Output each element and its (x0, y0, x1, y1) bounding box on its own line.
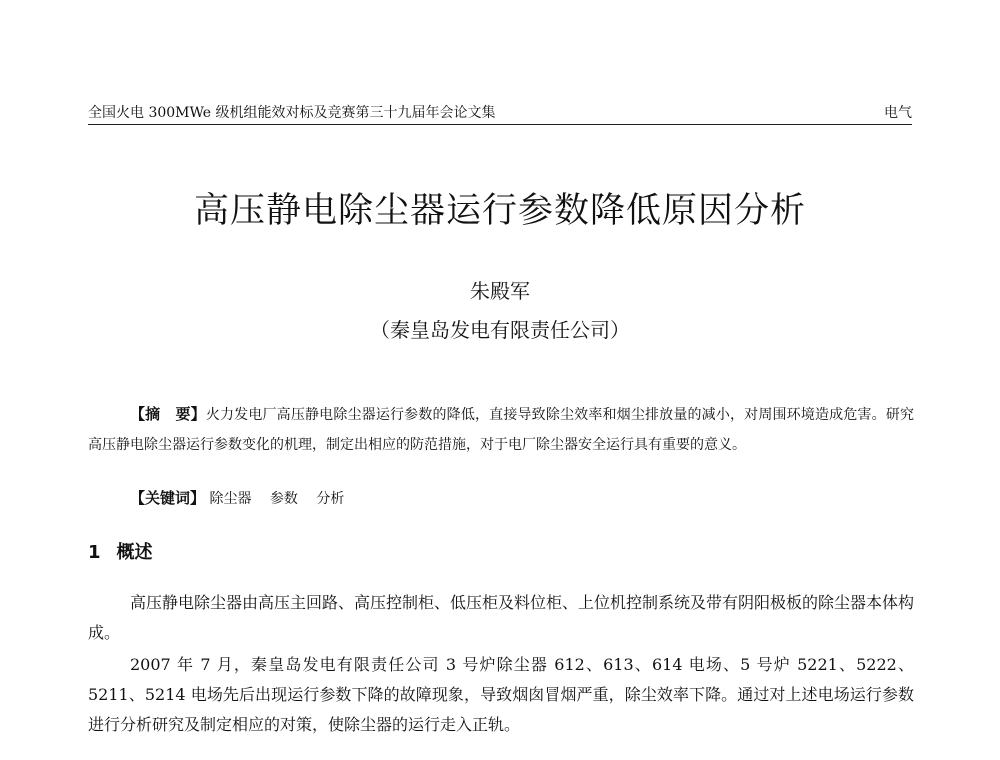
abstract (88, 399, 914, 460)
author-affiliation: （秦皇岛发电有限责任公司） (370, 318, 630, 342)
abstract-label: 【摘 要】 (130, 405, 206, 423)
paper-title: 高压静电除尘器运行参数降低原因分析 (193, 191, 806, 231)
header-section-name: 电气 (884, 105, 912, 121)
keywords (130, 483, 910, 514)
author-name: 朱殿军 (470, 279, 530, 303)
header-proceedings-title: 全国火电 300MWe 级机组能效对标及竞赛第三十九届年会论文集 (88, 105, 496, 121)
section-heading (88, 540, 488, 566)
body-paragraph: 高压静电除尘器由高压主回路、高压控制柜、低压柜及料位柜、上位机控制系统及带有阴阳极板的除尘器本体构成。 (88, 593, 915, 642)
section-title: 概述 (116, 542, 153, 563)
keywords-label: 【关键词】 (130, 489, 206, 507)
keyword-item: 分析 (316, 491, 345, 507)
keyword-item: 除尘器 (209, 491, 252, 507)
running-header (88, 104, 912, 125)
section-number: 1 (88, 542, 101, 563)
abstract-text: 火力发电厂高压静电除尘器运行参数的降低，直接导致除尘效率和烟尘排放量的减小，对周围环境造成危害。研究高压静电除尘器运行参数变化的机理，制定出相应的防范措施，对于电厂除尘器安全运行具有重要的意义。 (88, 407, 914, 453)
body-paragraph: 2007 年 7 月，秦皇岛发电有限责任公司 3 号炉除尘器 612、613、614 电场、5 号炉 5221、5222、5211、5214 电场先后出现运行参数下降的故障现象，导致烟囱冒烟严重，除尘效率下降。通过对上述电场运行参数进行分析研究及制定相应的对策，使除尘器的运行走入正轨。 (88, 655, 914, 734)
keyword-item: 参数 (269, 491, 298, 507)
